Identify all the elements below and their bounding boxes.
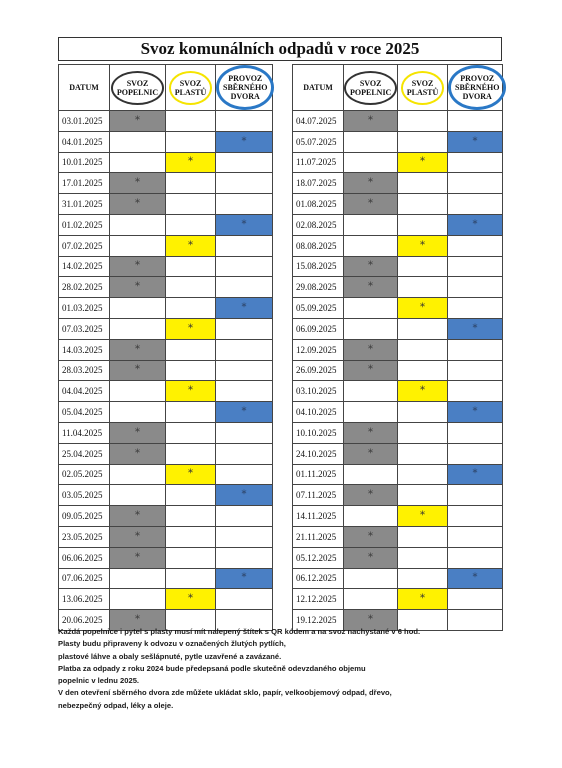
date-cell: 05.09.2025	[293, 298, 344, 319]
plastic-empty-cell	[398, 277, 448, 298]
plastic-empty-cell	[398, 131, 448, 152]
table-row	[293, 464, 503, 485]
yard-empty-cell	[448, 256, 503, 277]
table-row	[293, 256, 503, 277]
plastic-marker-cell: *	[398, 506, 448, 527]
waste-empty-cell	[344, 464, 398, 485]
date-cell: 17.01.2025	[59, 173, 110, 194]
waste-marker-cell: *	[344, 194, 398, 215]
date-cell: 14.11.2025	[293, 506, 344, 527]
table-row	[59, 589, 273, 610]
waste-empty-cell	[344, 152, 398, 173]
table-row	[59, 111, 273, 132]
table-row	[293, 526, 503, 547]
note-line: nebezpečný odpad, léky a oleje.	[58, 700, 174, 710]
plastic-header-circle: SVOZ PLASTŮ	[169, 71, 213, 105]
yard-empty-cell	[448, 485, 503, 506]
table-row	[59, 381, 273, 402]
plastic-empty-cell	[398, 422, 448, 443]
plastic-empty-cell	[398, 526, 448, 547]
plastic-empty-cell	[166, 360, 216, 381]
yard-empty-cell	[448, 589, 503, 610]
yard-header-circle: PROVOZ SBĚRNÉHO DVORA	[448, 65, 506, 110]
plastic-empty-cell	[166, 173, 216, 194]
plastic-empty-cell	[398, 568, 448, 589]
date-cell: 01.02.2025	[59, 214, 110, 235]
plastic-empty-cell	[166, 131, 216, 152]
yard-empty-cell	[448, 277, 503, 298]
plastic-marker-cell: *	[398, 298, 448, 319]
waste-empty-cell	[344, 589, 398, 610]
table-row	[293, 443, 503, 464]
date-cell: 14.02.2025	[59, 256, 110, 277]
yard-empty-cell	[448, 339, 503, 360]
note-line: popelnic v lednu 2025.	[58, 676, 140, 686]
yard-empty-cell	[448, 381, 503, 402]
plastic-empty-cell	[166, 339, 216, 360]
waste-marker-cell: *	[344, 256, 398, 277]
date-cell: 02.05.2025	[59, 464, 110, 485]
yard-empty-cell	[448, 422, 503, 443]
yard-empty-cell	[448, 526, 503, 547]
date-cell: 28.02.2025	[59, 277, 110, 298]
waste-marker-cell: *	[344, 111, 398, 132]
waste-empty-cell	[110, 381, 166, 402]
plastic-marker-cell: *	[398, 381, 448, 402]
date-cell: 23.05.2025	[59, 526, 110, 547]
waste-empty-cell	[110, 589, 166, 610]
waste-marker-cell: *	[344, 485, 398, 506]
table-row	[59, 214, 273, 235]
yard-empty-cell	[216, 360, 273, 381]
table-row	[59, 568, 273, 589]
table-row	[293, 152, 503, 173]
waste-empty-cell	[110, 402, 166, 423]
date-cell: 07.03.2025	[59, 318, 110, 339]
table-row	[59, 360, 273, 381]
date-cell: 01.11.2025	[293, 464, 344, 485]
waste-marker-cell: *	[344, 610, 398, 631]
plastic-marker-cell: *	[398, 235, 448, 256]
table-row	[293, 506, 503, 527]
yard-marker-cell: *	[448, 402, 503, 423]
table-row	[59, 256, 273, 277]
table-row	[293, 235, 503, 256]
table-row	[59, 194, 273, 215]
waste-empty-cell	[344, 235, 398, 256]
table-row	[293, 318, 503, 339]
yard-empty-cell	[216, 547, 273, 568]
note-line: plastové láhve a obaly sešlápnuté, pytle uzavřené a zavázané.	[58, 651, 282, 661]
date-cell: 05.07.2025	[293, 131, 344, 152]
table-row	[293, 381, 503, 402]
plastic-marker-cell: *	[166, 235, 216, 256]
waste-marker-cell: *	[110, 360, 166, 381]
waste-marker-cell: *	[110, 194, 166, 215]
plastic-empty-cell	[166, 422, 216, 443]
table-row	[293, 111, 503, 132]
yard-marker-cell: *	[216, 485, 273, 506]
yard-empty-cell	[216, 339, 273, 360]
plastic-empty-cell	[398, 485, 448, 506]
plastic-empty-cell	[166, 506, 216, 527]
yard-empty-cell	[216, 422, 273, 443]
header-yard	[216, 65, 273, 111]
waste-marker-cell: *	[110, 547, 166, 568]
notes-block	[58, 626, 518, 712]
header-plastic	[166, 65, 216, 111]
date-cell: 03.10.2025	[293, 381, 344, 402]
waste-marker-cell: *	[110, 256, 166, 277]
table-row	[293, 214, 503, 235]
yard-empty-cell	[216, 318, 273, 339]
date-cell: 13.06.2025	[59, 589, 110, 610]
date-cell: 02.08.2025	[293, 214, 344, 235]
date-cell: 06.12.2025	[293, 568, 344, 589]
table-row	[59, 318, 273, 339]
plastic-empty-cell	[166, 298, 216, 319]
table-row	[59, 526, 273, 547]
note-line: Plasty budu připraveny k odvozu v označených žlutých pytlích,	[58, 639, 286, 649]
waste-header-circle: SVOZ POPELNIC	[344, 71, 397, 105]
date-cell: 01.03.2025	[59, 298, 110, 319]
table-row	[293, 277, 503, 298]
waste-marker-cell: *	[110, 506, 166, 527]
yard-empty-cell	[216, 194, 273, 215]
table-row	[59, 277, 273, 298]
plastic-marker-cell: *	[166, 152, 216, 173]
yard-marker-cell: *	[448, 214, 503, 235]
date-cell: 01.08.2025	[293, 194, 344, 215]
plastic-empty-cell	[166, 194, 216, 215]
plastic-marker-cell: *	[398, 152, 448, 173]
plastic-marker-cell: *	[398, 589, 448, 610]
table-row	[59, 152, 273, 173]
waste-marker-cell: *	[110, 339, 166, 360]
yard-empty-cell	[216, 277, 273, 298]
waste-empty-cell	[344, 318, 398, 339]
header-waste	[110, 65, 166, 111]
yard-empty-cell	[448, 443, 503, 464]
waste-empty-cell	[110, 464, 166, 485]
date-cell: 06.06.2025	[59, 547, 110, 568]
date-cell: 25.04.2025	[59, 443, 110, 464]
yard-empty-cell	[216, 256, 273, 277]
date-cell: 28.03.2025	[59, 360, 110, 381]
date-cell: 07.02.2025	[59, 235, 110, 256]
plastic-empty-cell	[398, 111, 448, 132]
waste-marker-cell: *	[110, 443, 166, 464]
yard-empty-cell	[216, 381, 273, 402]
table-row	[293, 402, 503, 423]
table-row	[59, 547, 273, 568]
yard-empty-cell	[448, 173, 503, 194]
plastic-empty-cell	[398, 402, 448, 423]
table-row	[59, 402, 273, 423]
plastic-header-circle: SVOZ PLASTŮ	[401, 71, 445, 105]
plastic-empty-cell	[166, 443, 216, 464]
table-row	[59, 298, 273, 319]
table-row	[59, 235, 273, 256]
waste-marker-cell: *	[344, 422, 398, 443]
plastic-marker-cell: *	[166, 318, 216, 339]
yard-marker-cell: *	[448, 464, 503, 485]
waste-empty-cell	[110, 235, 166, 256]
table-row	[59, 464, 273, 485]
table-row	[59, 443, 273, 464]
yard-empty-cell	[216, 506, 273, 527]
waste-marker-cell: *	[344, 443, 398, 464]
yard-marker-cell: *	[448, 131, 503, 152]
table-row	[293, 131, 503, 152]
plastic-empty-cell	[398, 194, 448, 215]
yard-marker-cell: *	[216, 214, 273, 235]
waste-marker-cell: *	[344, 547, 398, 568]
date-cell: 12.12.2025	[293, 589, 344, 610]
yard-empty-cell	[216, 443, 273, 464]
yard-empty-cell	[448, 360, 503, 381]
date-cell: 31.01.2025	[59, 194, 110, 215]
yard-empty-cell	[448, 235, 503, 256]
yard-empty-cell	[216, 526, 273, 547]
plastic-empty-cell	[166, 256, 216, 277]
plastic-empty-cell	[398, 547, 448, 568]
header-plastic	[398, 65, 448, 111]
note-line: V den otevření sběrného dvora zde můžete ukládat sklo, papír, velkoobjemový odpad, dřevo,	[58, 688, 392, 698]
plastic-empty-cell	[398, 339, 448, 360]
date-cell: 08.08.2025	[293, 235, 344, 256]
date-cell: 04.10.2025	[293, 402, 344, 423]
date-cell: 03.01.2025	[59, 111, 110, 132]
note-line: Platba za odpady z roku 2024 bude předepsaná podle skutečně odevzdaného objemu	[58, 663, 366, 673]
plastic-empty-cell	[398, 464, 448, 485]
table-row	[293, 422, 503, 443]
waste-empty-cell	[110, 214, 166, 235]
yard-empty-cell	[216, 111, 273, 132]
waste-marker-cell: *	[344, 173, 398, 194]
header-waste	[344, 65, 398, 111]
waste-header-circle: SVOZ POPELNIC	[111, 71, 164, 105]
waste-marker-cell: *	[110, 422, 166, 443]
table-row	[293, 568, 503, 589]
table-row	[59, 506, 273, 527]
waste-marker-cell: *	[110, 277, 166, 298]
plastic-empty-cell	[398, 443, 448, 464]
date-cell: 20.06.2025	[59, 610, 110, 631]
date-cell: 11.07.2025	[293, 152, 344, 173]
plastic-empty-cell	[166, 214, 216, 235]
plastic-empty-cell	[166, 568, 216, 589]
yard-marker-cell: *	[448, 568, 503, 589]
plastic-empty-cell	[166, 277, 216, 298]
header-date: DATUM	[293, 65, 344, 111]
date-cell: 29.08.2025	[293, 277, 344, 298]
waste-empty-cell	[344, 298, 398, 319]
table-row	[59, 485, 273, 506]
waste-marker-cell: *	[344, 339, 398, 360]
date-cell: 05.04.2025	[59, 402, 110, 423]
table-row	[293, 173, 503, 194]
table-row	[59, 131, 273, 152]
yard-marker-cell: *	[216, 131, 273, 152]
yard-empty-cell	[216, 464, 273, 485]
yard-marker-cell: *	[216, 298, 273, 319]
table-row	[293, 589, 503, 610]
date-cell: 04.07.2025	[293, 111, 344, 132]
header-yard	[448, 65, 503, 111]
waste-marker-cell: *	[110, 173, 166, 194]
yard-empty-cell	[216, 589, 273, 610]
waste-empty-cell	[110, 152, 166, 173]
waste-empty-cell	[110, 485, 166, 506]
date-cell: 18.07.2025	[293, 173, 344, 194]
waste-empty-cell	[110, 298, 166, 319]
date-cell: 05.12.2025	[293, 547, 344, 568]
date-cell: 11.04.2025	[59, 422, 110, 443]
waste-marker-cell: *	[110, 111, 166, 132]
yard-marker-cell: *	[216, 402, 273, 423]
yard-marker-cell: *	[448, 318, 503, 339]
table-row	[293, 194, 503, 215]
table-row	[293, 547, 503, 568]
date-cell: 26.09.2025	[293, 360, 344, 381]
yard-empty-cell	[448, 298, 503, 319]
date-cell: 04.04.2025	[59, 381, 110, 402]
schedule-table-first-half	[58, 64, 273, 631]
waste-empty-cell	[344, 214, 398, 235]
table-row	[293, 485, 503, 506]
date-cell: 14.03.2025	[59, 339, 110, 360]
date-cell: 07.06.2025	[59, 568, 110, 589]
waste-empty-cell	[110, 131, 166, 152]
date-cell: 21.11.2025	[293, 526, 344, 547]
waste-marker-cell: *	[344, 277, 398, 298]
date-cell: 12.09.2025	[293, 339, 344, 360]
yard-empty-cell	[216, 235, 273, 256]
plastic-empty-cell	[166, 111, 216, 132]
waste-empty-cell	[344, 568, 398, 589]
date-cell: 03.05.2025	[59, 485, 110, 506]
date-cell: 04.01.2025	[59, 131, 110, 152]
yard-empty-cell	[448, 152, 503, 173]
plastic-marker-cell: *	[166, 381, 216, 402]
note-line: Každá popelnice i pytel s plasty musí mít nalepený štítek s QR kódem a na svoz nachystané v 6 hod.	[58, 627, 421, 636]
waste-empty-cell	[110, 568, 166, 589]
waste-empty-cell	[344, 506, 398, 527]
waste-marker-cell: *	[110, 610, 166, 631]
date-cell: 06.09.2025	[293, 318, 344, 339]
header-date: DATUM	[59, 65, 110, 111]
table-row	[59, 173, 273, 194]
plastic-empty-cell	[166, 547, 216, 568]
waste-empty-cell	[344, 402, 398, 423]
plastic-empty-cell	[166, 402, 216, 423]
table-header-row	[293, 65, 503, 111]
yard-empty-cell	[448, 194, 503, 215]
plastic-marker-cell: *	[166, 589, 216, 610]
plastic-empty-cell	[398, 318, 448, 339]
waste-empty-cell	[110, 318, 166, 339]
plastic-empty-cell	[166, 526, 216, 547]
date-cell: 10.10.2025	[293, 422, 344, 443]
yard-empty-cell	[216, 173, 273, 194]
date-cell: 07.11.2025	[293, 485, 344, 506]
schedule-table-second-half	[292, 64, 503, 631]
date-cell: 24.10.2025	[293, 443, 344, 464]
yard-empty-cell	[448, 547, 503, 568]
waste-marker-cell: *	[344, 526, 398, 547]
plastic-empty-cell	[398, 214, 448, 235]
page-title: Svoz komunálních odpadů v roce 2025	[58, 37, 502, 61]
table-row	[293, 298, 503, 319]
plastic-marker-cell: *	[166, 464, 216, 485]
table-header-row	[59, 65, 273, 111]
yard-empty-cell	[216, 152, 273, 173]
table-row	[59, 339, 273, 360]
yard-empty-cell	[448, 111, 503, 132]
table-row	[293, 339, 503, 360]
waste-empty-cell	[344, 381, 398, 402]
plastic-empty-cell	[398, 360, 448, 381]
plastic-empty-cell	[398, 256, 448, 277]
date-cell: 19.12.2025	[293, 610, 344, 631]
waste-marker-cell: *	[344, 360, 398, 381]
waste-marker-cell: *	[110, 526, 166, 547]
yard-marker-cell: *	[216, 568, 273, 589]
yard-empty-cell	[448, 506, 503, 527]
yard-header-circle: PROVOZ SBĚRNÉHO DVORA	[216, 65, 274, 110]
table-row	[59, 422, 273, 443]
date-cell: 09.05.2025	[59, 506, 110, 527]
table-row	[293, 360, 503, 381]
waste-empty-cell	[344, 131, 398, 152]
date-cell: 15.08.2025	[293, 256, 344, 277]
plastic-empty-cell	[166, 485, 216, 506]
date-cell: 10.01.2025	[59, 152, 110, 173]
plastic-empty-cell	[398, 173, 448, 194]
